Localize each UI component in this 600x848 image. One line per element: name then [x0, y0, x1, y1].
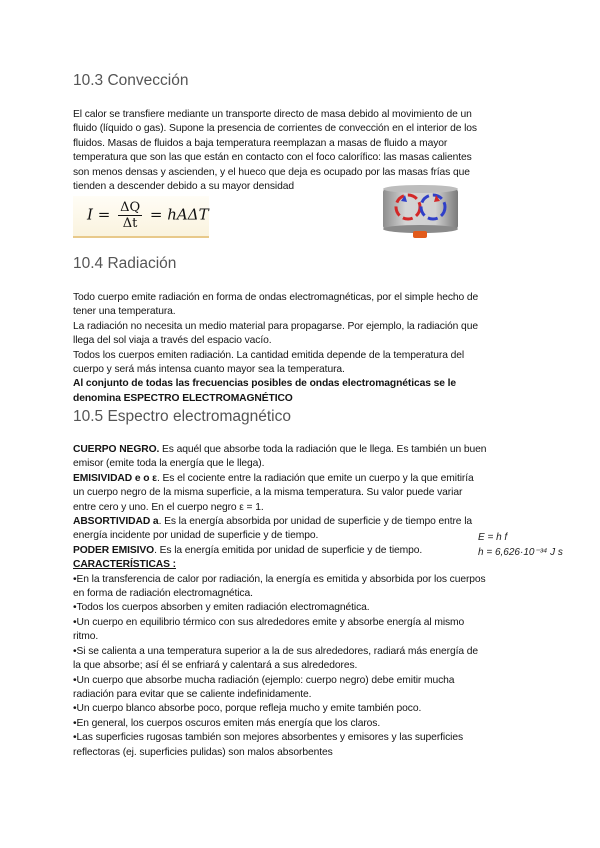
radiacion-line: Todos los cuerpos emiten radiación. La cantidad emitida depende de la temperatura del — [73, 349, 465, 361]
formula-lhs: I — [87, 205, 93, 224]
planck-constant: h = 6,626·10⁻³⁴ J s — [478, 547, 563, 558]
bullet-line: •Todos los cuerpos absorben y emiten radiación electromagnética. — [73, 602, 370, 614]
conveccion-paragraph — [73, 108, 523, 194]
bullet-line: la que absorbe; así él se enfriará y calentará a sus alrededores. — [73, 660, 358, 672]
conveccion-line: fluido (líquido o gas). Supone la presencia de corrientes de convección en el interior de los — [73, 123, 477, 135]
bullet-line: •Un cuerpo blanco absorbe poco, porque refleja mucho y emite también poco. — [73, 703, 422, 715]
cuerpo-negro-term: CUERPO NEGRO. — [73, 444, 160, 455]
bullet-line: •En general, los cuerpos oscuros emiten más energía que los claros. — [73, 717, 381, 729]
conveccion-line: son menos densas y ascienden, y el hueco que deja es ocupado por las masas frías que — [73, 166, 470, 178]
energy-formula: E = h f — [478, 532, 508, 543]
radiacion-line: tener una temperatura. — [73, 306, 176, 318]
section-title-espectro: 10.5 Espectro electromagnético — [73, 408, 291, 425]
cuerpo-negro-text: Es aquél que absorbe toda la radiación que le llega. Es también un buen — [159, 444, 487, 455]
bullet-line: ritmo. — [73, 631, 99, 643]
bullet-line: radiación para evitar que se caliente indefinidamente. — [73, 688, 312, 700]
radiacion-line: llega del sol viaja a través del espacio vacío. — [73, 335, 272, 347]
bullet-line: •Un cuerpo en equilibrio térmico con sus alrededores emite y absorbe energía al mismo — [73, 616, 465, 628]
conveccion-line: El calor se transfiere mediante un transporte directo de masa debido al movimiento de un — [73, 109, 472, 120]
section-title-conveccion: 10.3 Convección — [73, 72, 189, 89]
absortividad-line — [73, 515, 523, 529]
emisividad-line — [73, 472, 523, 486]
cuerpo-negro-line — [73, 443, 523, 457]
formula-denominator: Δt — [122, 216, 138, 231]
conveccion-line: fluidos. Masas de fluidos a baja temperatura reemplazan a masas de fluido a mayor — [73, 137, 448, 149]
radiacion-line: cuerpo y será más intensa cuanto mayor sea la temperatura. — [73, 364, 345, 376]
bullet-line: •En la transferencia de calor por radiación, la energía es emitida y absorbida por los cuerpos — [73, 573, 486, 585]
formula-rhs: = hAΔT — [149, 205, 209, 224]
poder-emisivo-term: PODER EMISIVO — [73, 544, 155, 556]
formula-equals: = — [97, 205, 111, 224]
caracteristicas-title: CARACTERÍSTICAS : — [73, 559, 176, 571]
formula-numerator: ΔQ — [120, 200, 141, 215]
espectro-definitions — [73, 443, 523, 760]
convection-currents-illustration — [381, 183, 460, 239]
emisividad-text: un cuerpo negro de la misma superficie, a la misma temperatura. Su valor puede variar — [73, 487, 463, 499]
bullet-line: reflectoras (ej. superficies pulidas) son malos absorbentes — [73, 746, 333, 758]
absortividad-text: . Es la energía absorbida por unidad de superficie y de tiempo entre la — [158, 516, 473, 528]
emisividad-text: . Es el cociente entre la radiación que emite un cuerpo y la que emitiría — [156, 472, 474, 484]
radiacion-line: Todo cuerpo emite radiación en forma de ondas electromagnéticas, por el simple hecho de — [73, 292, 479, 303]
absortividad-term: ABSORTIVIDAD a — [73, 516, 159, 528]
bullet-line: •Si se calienta a una temperatura superior a la de sus alrededores, radiará más energía de — [73, 645, 479, 657]
emisividad-text: entre cero y uno. En el cuerpo negro ε = 1. — [73, 501, 264, 513]
absortividad-text: energía incidente por unidad de superficie y de tiempo. — [73, 530, 319, 542]
espectro-definition: Al conjunto de todas las frecuencias posibles de ondas electromagnéticas se le — [73, 378, 457, 390]
radiacion-paragraph — [73, 291, 523, 406]
bullet-line: •Un cuerpo que absorbe mucha radiación (ejemplo: cuerpo negro) debe emitir mucha — [73, 674, 455, 686]
bullet-line: en forma de radiación electromagnética. — [73, 588, 253, 600]
section-title-radiacion: 10.4 Radiación — [73, 255, 177, 272]
heat-flow-formula — [73, 196, 209, 238]
cuerpo-negro-text: emisor (emite toda la energía que le llega). — [73, 458, 265, 470]
conveccion-line: tienden a descender debido a su mayor densidad — [73, 181, 294, 193]
radiacion-line: La radiación no necesita un medio material para propagarse. Por ejemplo, la radiación que — [73, 320, 478, 332]
poder-emisivo-line — [73, 544, 523, 558]
poder-emisivo-text: . Es la energía emitida por unidad de superficie y de tiempo. — [154, 544, 423, 556]
emisividad-term: EMISIVIDAD e o ε — [73, 472, 157, 484]
bullet-line: •Las superficies rugosas también son mejores absorbentes y emisores y las superficies — [73, 732, 464, 744]
conveccion-line: temperatura que son las que están en contacto con el foco calorífico: las masas calientes — [73, 152, 472, 164]
formula-fraction — [118, 200, 142, 231]
espectro-definition: denomina ESPECTRO ELECTROMAGNÉTICO — [73, 392, 293, 404]
